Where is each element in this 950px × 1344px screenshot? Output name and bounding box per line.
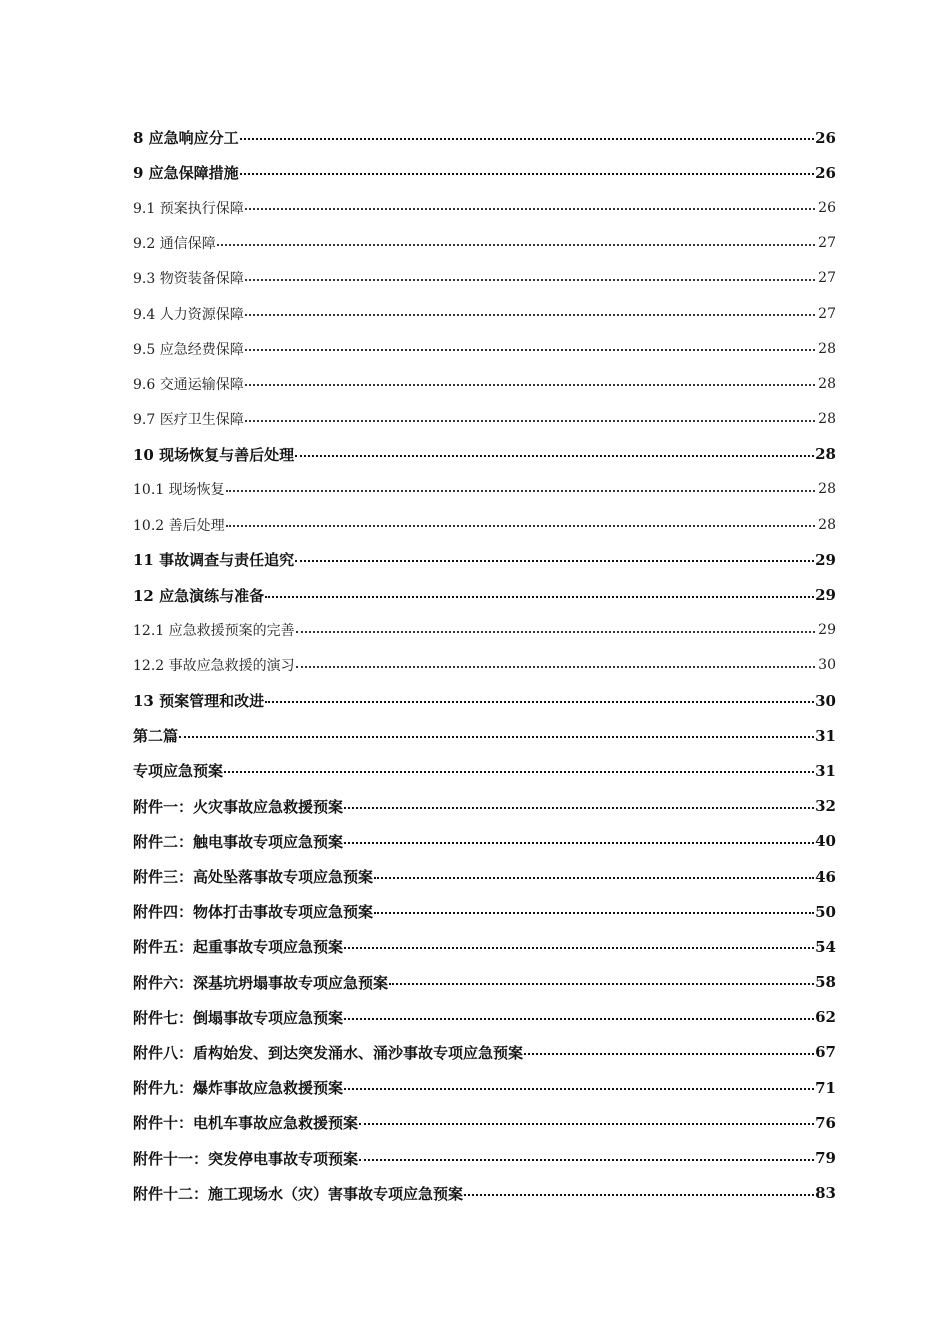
toc-entry[interactable] [133,613,836,648]
toc-entry-page-number: 27 [818,270,836,287]
toc-entry[interactable] [133,824,836,859]
toc-entry-label: 附件十：电机车事故应急救援预案 [133,1114,359,1133]
toc-entry-page-number: 28 [818,481,836,498]
toc-entry-label: 12.2 事故应急救援的演习 [133,658,295,675]
toc-entry-label: 附件四：物体打击事故专项应急预案 [133,903,374,922]
toc-entry[interactable] [133,1105,836,1140]
dot-leader [295,454,814,457]
toc-entry[interactable] [133,577,836,612]
toc-entry-page-number: 28 [818,340,836,357]
toc-entry-label: 10.2 善后处理 [133,517,225,534]
dot-leader [245,313,815,316]
dot-leader [245,278,815,281]
dot-leader [296,665,815,668]
dot-leader [344,946,814,949]
toc-entry[interactable] [133,437,836,472]
dot-leader [226,524,815,527]
toc-entry[interactable] [133,296,836,331]
toc-entry[interactable] [133,1000,836,1035]
toc-entry[interactable] [133,894,836,929]
toc-entry-page-number: 30 [818,657,836,674]
toc-entry-page-number: 46 [815,867,836,886]
toc-entry-page-number: 29 [815,550,836,569]
toc-entry[interactable] [133,120,836,155]
dot-leader [245,207,815,210]
dot-leader [344,806,814,809]
toc-entry-page-number: 27 [818,305,836,322]
toc-entry-page-number: 26 [815,163,836,182]
toc-entry[interactable] [133,718,836,753]
dot-leader [245,419,815,422]
toc-entry[interactable] [133,683,836,718]
toc-entry[interactable] [133,753,836,788]
dot-leader [359,1122,814,1125]
toc-entry-page-number: 62 [815,1008,836,1027]
toc-entry[interactable] [133,190,836,225]
toc-entry[interactable] [133,507,836,542]
toc-entry[interactable] [133,1035,836,1070]
toc-entry-page-number: 28 [815,445,836,464]
toc-entry-page-number: 28 [818,516,836,533]
toc-entry[interactable] [133,402,836,437]
toc-entry[interactable] [133,472,836,507]
toc-entry[interactable] [133,226,836,261]
dot-leader [524,1052,814,1055]
dot-leader [374,876,814,879]
toc-entry[interactable] [133,789,836,824]
toc-entry-page-number: 28 [818,411,836,428]
toc-entry-page-number: 30 [815,691,836,710]
toc-entry[interactable] [133,542,836,577]
toc-entry-label: 附件二：触电事故专项应急预案 [133,832,344,851]
toc-entry-page-number: 71 [815,1078,836,1097]
toc-entry[interactable] [133,859,836,894]
toc-entry-label: 11 事故调查与责任追究 [133,551,295,570]
dot-leader [217,243,815,246]
dot-leader [245,383,815,386]
toc-entry-page-number: 29 [815,586,836,605]
toc-entry[interactable] [133,331,836,366]
toc-entry-page-number: 50 [815,902,836,921]
dot-leader [344,841,814,844]
toc-entry-label: 9.7 医疗卫生保障 [133,412,244,429]
toc-entry-page-number: 79 [815,1149,836,1168]
toc-entry-page-number: 67 [815,1043,836,1062]
toc-entry-label: 专项应急预案 [133,762,224,781]
toc-entry-label: 附件九：爆炸事故应急救援预案 [133,1079,344,1098]
toc-entry-label: 附件五：起重事故专项应急预案 [133,938,344,957]
toc-entry-page-number: 29 [818,622,836,639]
dot-leader [226,489,815,492]
toc-entry-label: 附件八：盾构始发、到达突发涌水、涌沙事故专项应急预案 [133,1043,524,1062]
toc-entry[interactable] [133,1070,836,1105]
toc-entry-page-number: 31 [815,761,836,780]
toc-entry[interactable] [133,929,836,964]
toc-entry-label: 10.1 现场恢复 [133,482,225,499]
toc-entry-page-number: 40 [815,832,836,851]
toc-entry-label: 附件三：高处坠落事故专项应急预案 [133,868,374,887]
toc-entry-label: 8 应急响应分工 [133,129,239,148]
toc-entry-page-number: 76 [815,1113,836,1132]
toc-entry-page-number: 31 [815,726,836,745]
dot-leader [265,595,814,598]
dot-leader [374,911,814,914]
dot-leader [295,559,814,562]
toc-entry[interactable] [133,261,836,296]
toc-entry[interactable] [133,366,836,401]
toc-entry-label: 9.1 预案执行保障 [133,200,244,217]
dot-leader [344,1087,814,1090]
toc-entry-page-number: 26 [818,199,836,216]
dot-leader [240,172,814,175]
dot-leader [359,1158,814,1161]
dot-leader [179,735,814,738]
toc-entry-page-number: 54 [815,937,836,956]
toc-entry-label: 9.2 通信保障 [133,236,216,253]
dot-leader [245,348,815,351]
toc-entry-label: 9.4 人力资源保障 [133,306,244,323]
toc-entry-label: 12 应急演练与准备 [133,586,265,605]
toc-entry[interactable] [133,155,836,190]
toc-entry-label: 附件一：火灾事故应急救援预案 [133,797,344,816]
dot-leader [224,770,814,773]
toc-entry-label: 附件七：倒塌事故专项应急预案 [133,1008,344,1027]
toc-entry-label: 附件十一：突发停电事故专项预案 [133,1149,359,1168]
toc-entry-label: 附件六：深基坑坍塌事故专项应急预案 [133,973,389,992]
dot-leader [344,1017,814,1020]
toc-entry-page-number: 32 [815,797,836,816]
toc-entry-label: 9 应急保障措施 [133,164,239,183]
toc-entry-page-number: 28 [818,375,836,392]
toc-entry[interactable] [133,1176,836,1211]
toc-entry-page-number: 58 [815,973,836,992]
toc-entry-page-number: 27 [818,235,836,252]
toc-entry-page-number: 26 [815,128,836,147]
toc-entry-label: 12.1 应急救援预案的完善 [133,623,295,640]
dot-leader [265,700,814,703]
toc-entry-label: 附件十二：施工现场水（灾）害事故专项应急预案 [133,1184,464,1203]
toc-entry-page-number: 83 [815,1184,836,1203]
toc-entry[interactable] [133,648,836,683]
toc-entry-label: 第二篇 [133,727,179,746]
toc-entry-label: 9.5 应急经费保障 [133,341,244,358]
toc-entry-label: 13 预案管理和改进 [133,692,265,711]
dot-leader [389,982,814,985]
dot-leader [240,137,814,140]
toc-entry-label: 9.3 物资装备保障 [133,271,244,288]
table-of-contents [133,120,836,1211]
toc-entry-label: 10 现场恢复与善后处理 [133,445,295,464]
toc-entry[interactable] [133,965,836,1000]
dot-leader [464,1193,814,1196]
toc-entry[interactable] [133,1140,836,1175]
dot-leader [296,630,815,633]
toc-entry-label: 9.6 交通运输保障 [133,376,244,393]
